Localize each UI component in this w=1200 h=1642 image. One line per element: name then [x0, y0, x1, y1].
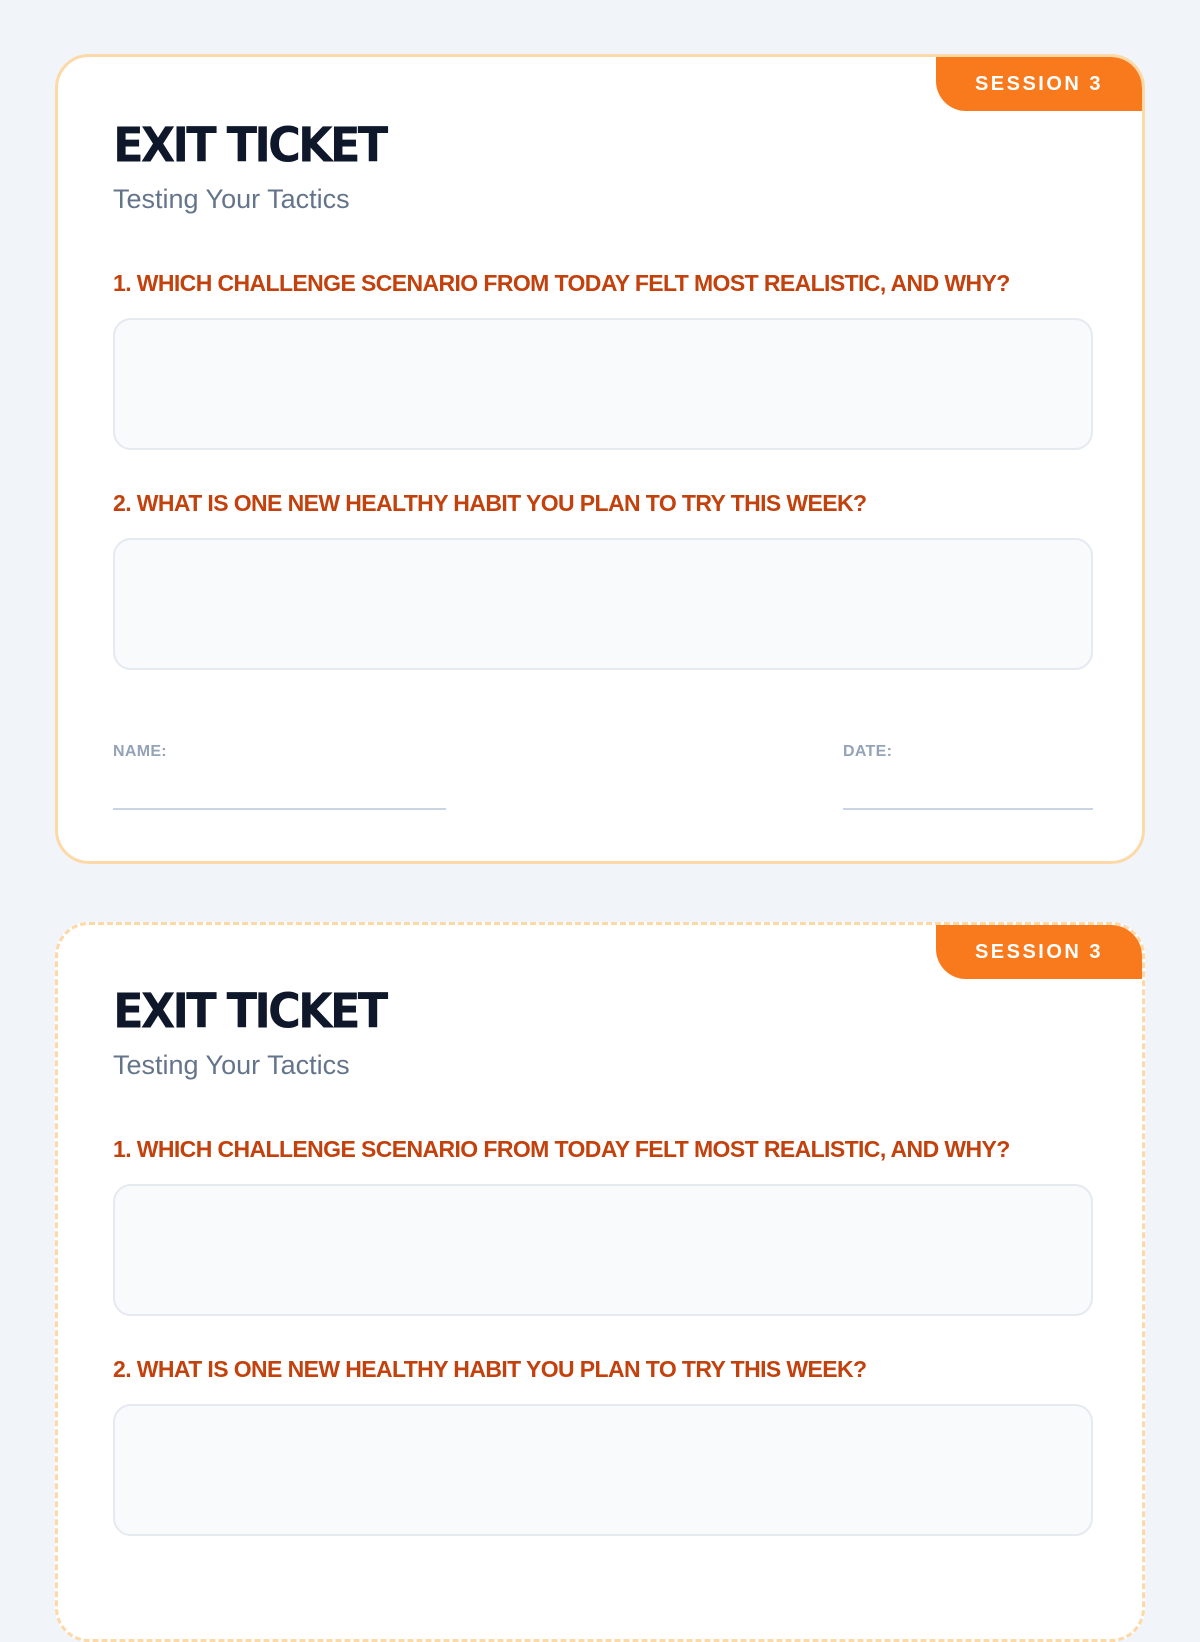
question-2-answer-box[interactable] — [113, 1404, 1093, 1536]
question-2-label: 2. WHAT IS ONE NEW HEALTHY HABIT YOU PLAN TO TRY THIS WEEK? — [113, 1356, 867, 1382]
ticket-subtitle: Testing Your Tactics — [113, 184, 350, 214]
question-2-answer-box[interactable] — [113, 538, 1093, 670]
ticket-title: EXIT TICKET — [113, 983, 386, 1040]
date-label: DATE: — [843, 743, 893, 760]
ticket-subtitle: Testing Your Tactics — [113, 1050, 350, 1080]
question-1-answer-box[interactable] — [113, 318, 1093, 450]
exit-ticket-card-copy — [55, 922, 1145, 1642]
question-1-answer-box[interactable] — [113, 1184, 1093, 1316]
exit-ticket-card — [55, 54, 1145, 864]
ticket-title: EXIT TICKET — [113, 117, 386, 174]
question-1-label: 1. WHICH CHALLENGE SCENARIO FROM TODAY FELT MOST REALISTIC, AND WHY? — [113, 270, 1010, 296]
session-badge: SESSION 3 — [936, 925, 1142, 979]
session-badge: SESSION 3 — [936, 57, 1142, 111]
name-input-line[interactable] — [113, 808, 446, 810]
question-1-label: 1. WHICH CHALLENGE SCENARIO FROM TODAY FELT MOST REALISTIC, AND WHY? — [113, 1136, 1010, 1162]
name-label: NAME: — [113, 743, 167, 760]
date-input-line[interactable] — [843, 808, 1093, 810]
question-2-label: 2. WHAT IS ONE NEW HEALTHY HABIT YOU PLAN TO TRY THIS WEEK? — [113, 490, 867, 516]
